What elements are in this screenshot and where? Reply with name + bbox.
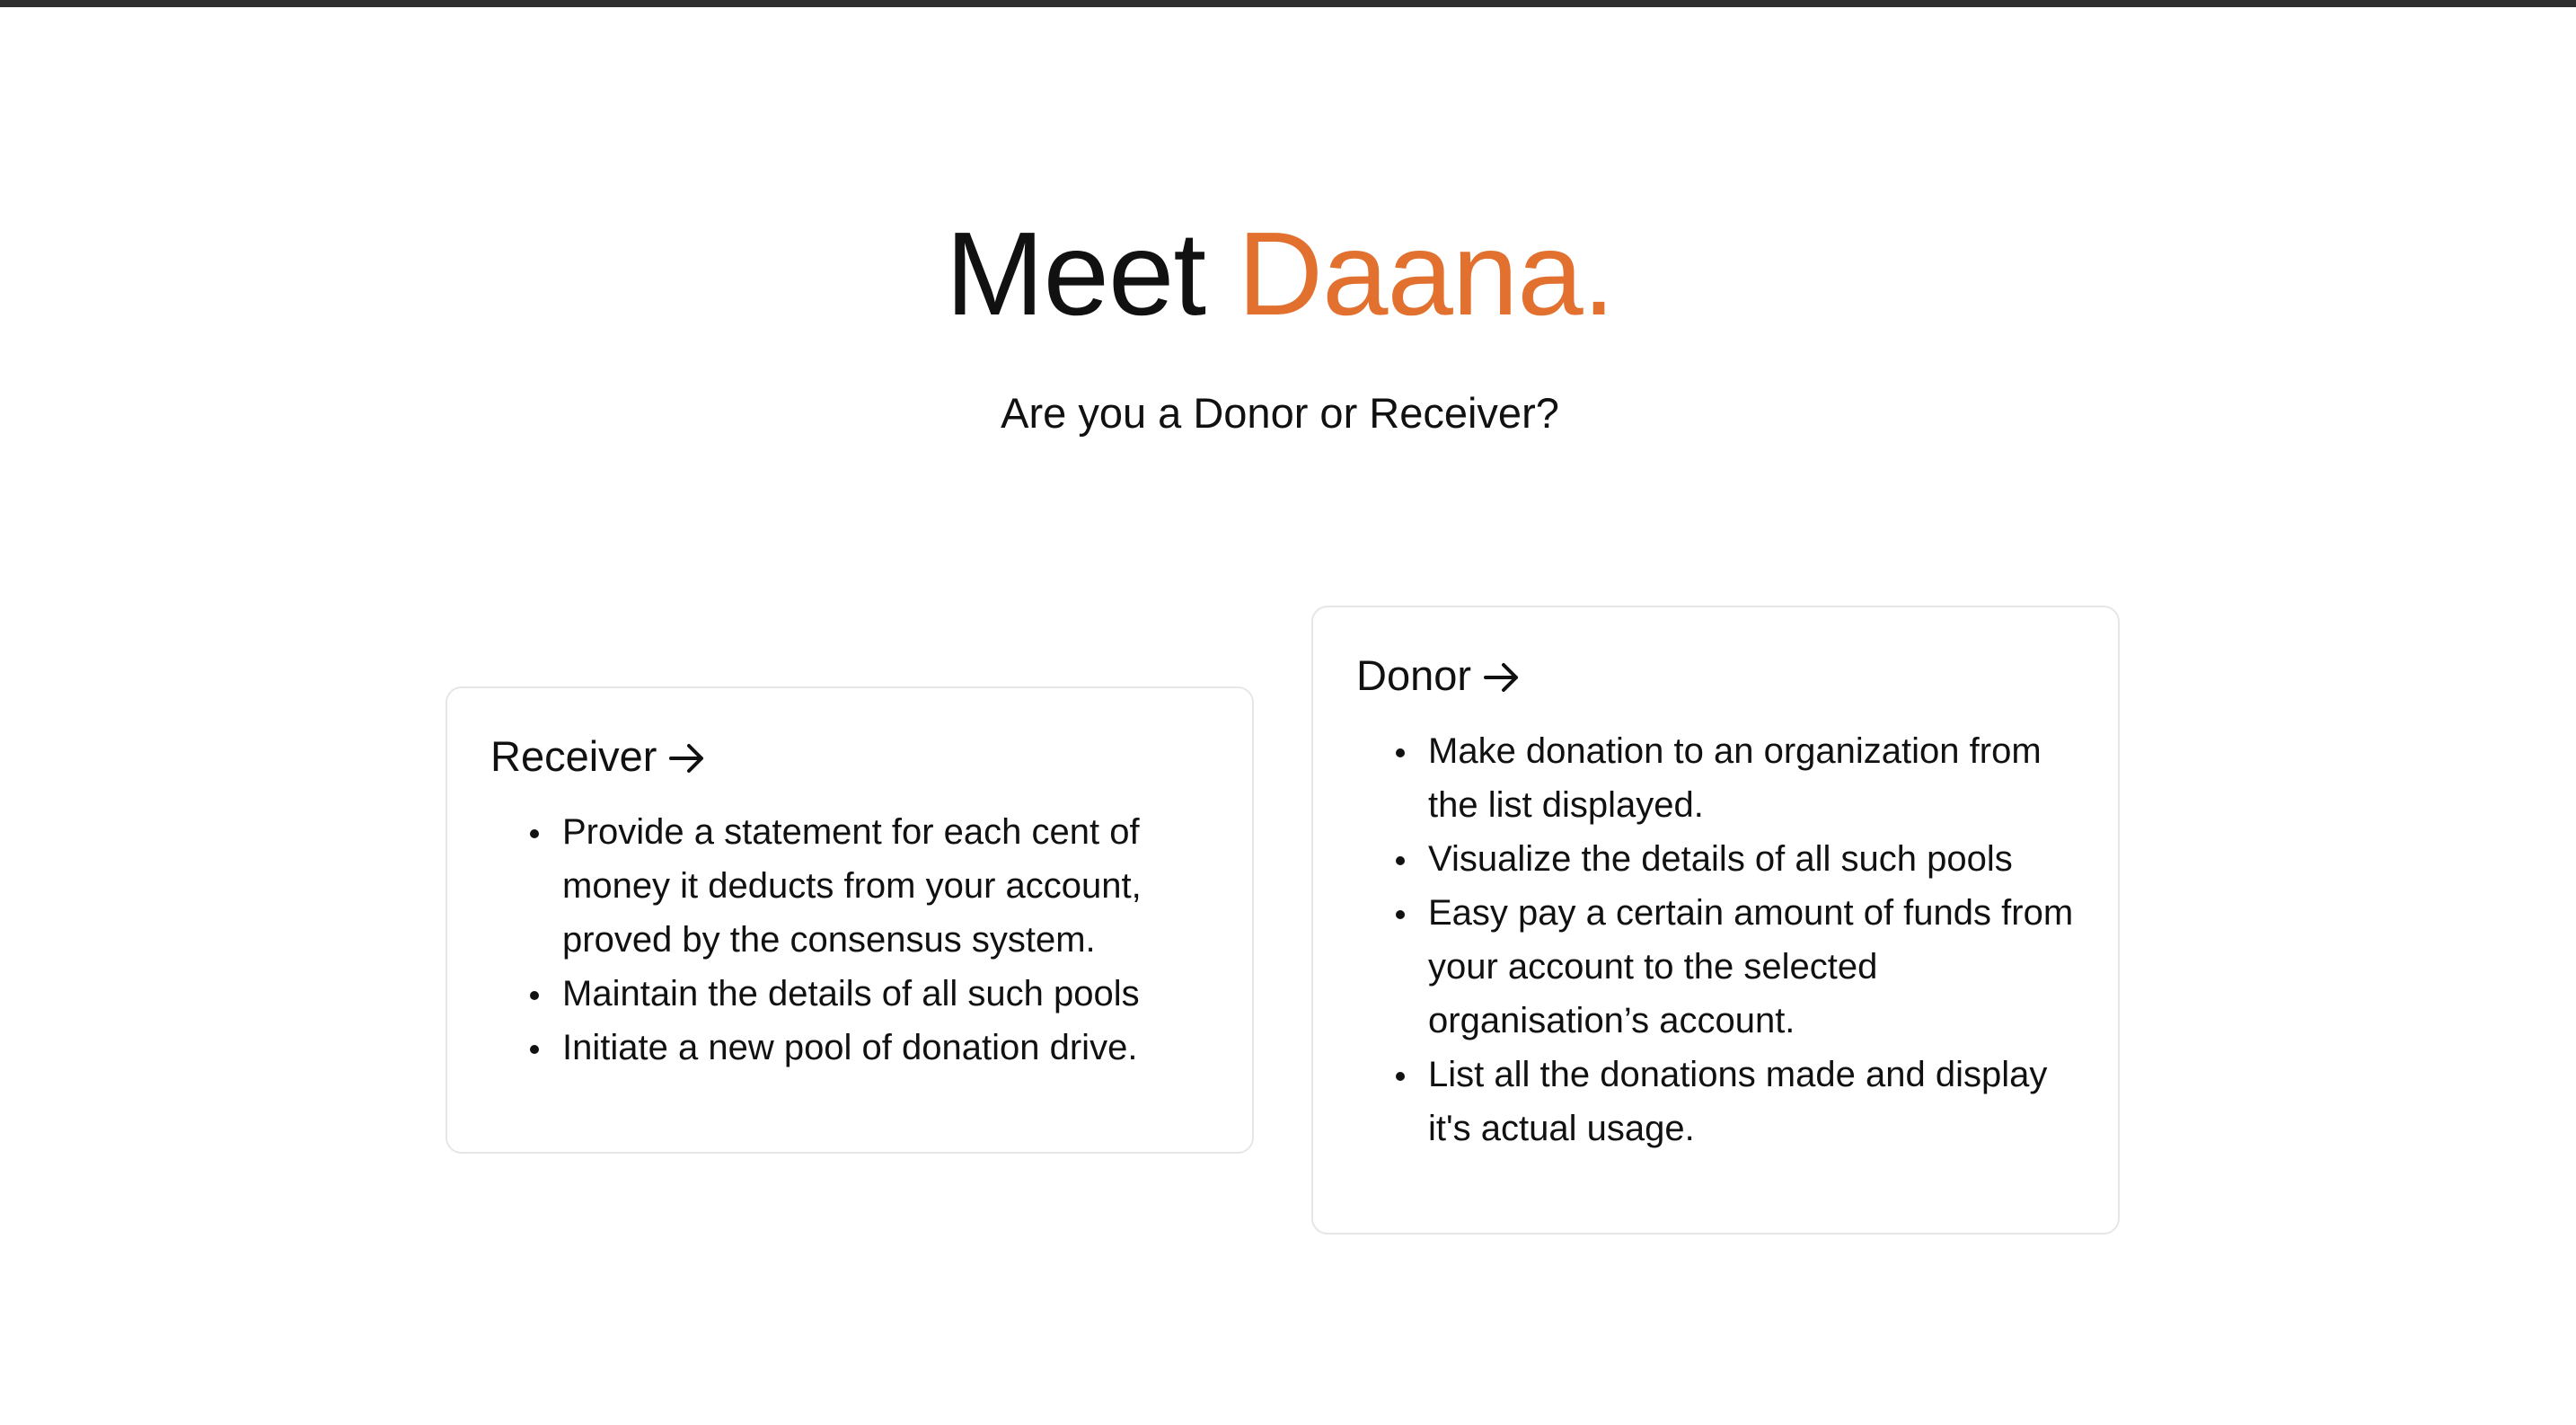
receiver-card[interactable] xyxy=(446,686,1254,1154)
donor-card-title: Donor xyxy=(1356,651,1472,699)
list-item: Visualize the details of all such pools xyxy=(1428,832,2075,886)
arrow-right-icon xyxy=(669,733,705,787)
hero-subtitle: Are you a Donor or Receiver? xyxy=(1001,389,1559,437)
list-item: List all the donations made and display it's actual usage. xyxy=(1428,1048,2075,1155)
receiver-card-link[interactable] xyxy=(490,730,705,787)
list-item: Provide a statement for each cent of money it deducts from your account, proved by the consensus system. xyxy=(562,805,1209,967)
top-bar xyxy=(0,0,2576,7)
list-item: Easy pay a certain amount of funds from your account to the selected organisation’s account. xyxy=(1428,886,2075,1048)
list-item: Make donation to an organization from the list displayed. xyxy=(1428,724,2075,832)
donor-card-link[interactable] xyxy=(1356,649,1520,706)
list-item: Maintain the details of all such pools xyxy=(562,967,1209,1021)
hero-title xyxy=(0,207,2560,341)
receiver-card-title: Receiver xyxy=(490,732,657,780)
hero-title-main: Meet xyxy=(945,208,1238,340)
arrow-right-icon xyxy=(1484,652,1520,706)
hero-title-brand: Daana. xyxy=(1237,208,1615,340)
receiver-feature-list xyxy=(490,805,1209,1075)
donor-feature-list xyxy=(1356,724,2075,1155)
list-item: Initiate a new pool of donation drive. xyxy=(562,1021,1209,1075)
donor-card[interactable] xyxy=(1311,606,2120,1235)
